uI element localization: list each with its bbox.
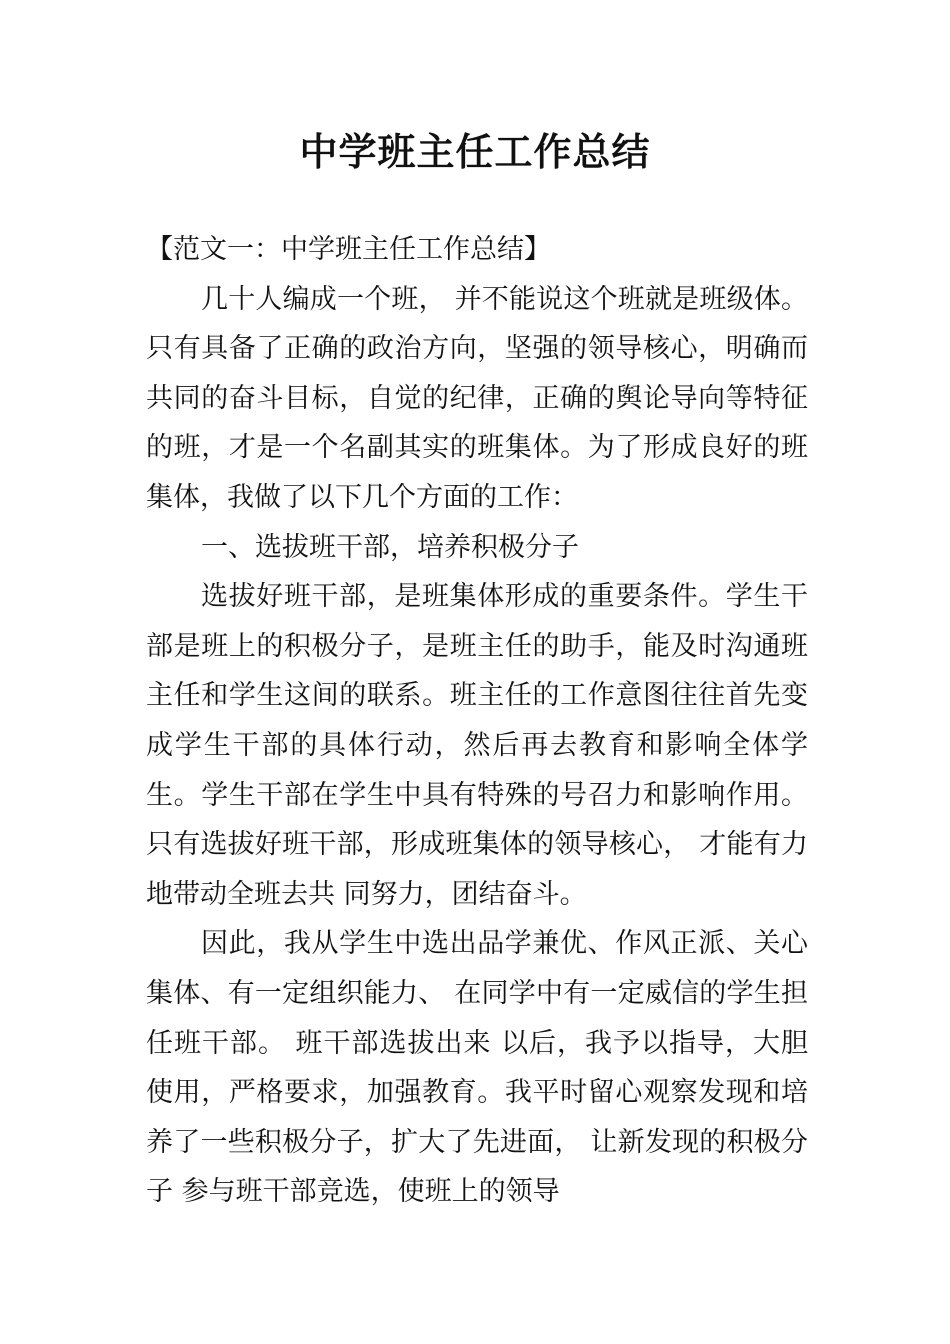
- section-heading: 【范文一：中学班主任工作总结】: [146, 234, 551, 265]
- paragraph-cadres: 选拔好班干部，是班集体形成的重要条件。学生干部是班上的积极分子，是班主任的助手，能及时沟通班主任和学生这间的联系。班主任的工作意图往往首先变成学生干部的具体行动，然后再去教育和影响全体学生。学生干部在学生中具有特殊的号召力和影响作用。 只有选拔好班干部，形成班集体的领导核心， 才能有力地带动全班去共 同努力，团结奋斗。: [146, 581, 808, 910]
- paragraph-selection: 因此，我从学生中选出品学兼优、作风正派、关心集体、有一定组织能力、 在同学中有一定威信的学生担任班干部。 班干部选拔出来 以后，我予以指导，大胆使用，严格要求，加强教育。我平时留心观察发现和培养了一些积极分子，扩大了先进面， 让新发现的积极分子 参与班干部竞选，使班上的领导: [146, 928, 808, 1208]
- paragraph-heading-one: 一、选拔班干部，培养积极分子: [201, 531, 579, 563]
- document-title: 中学班主任工作总结: [299, 129, 651, 174]
- paragraph-intro: 几十人编成一个班， 并不能说这个班就是班级体。只有具备了正确的政治方向，坚强的领导核心，明确而共同的奋斗目标，自觉的纪律，正确的舆论导向等特征的班，才是一个名副其实的班集体。为了形成良好的班集体，我做了以下几个方面的工作：: [146, 283, 808, 513]
- document-body: [146, 225, 808, 1217]
